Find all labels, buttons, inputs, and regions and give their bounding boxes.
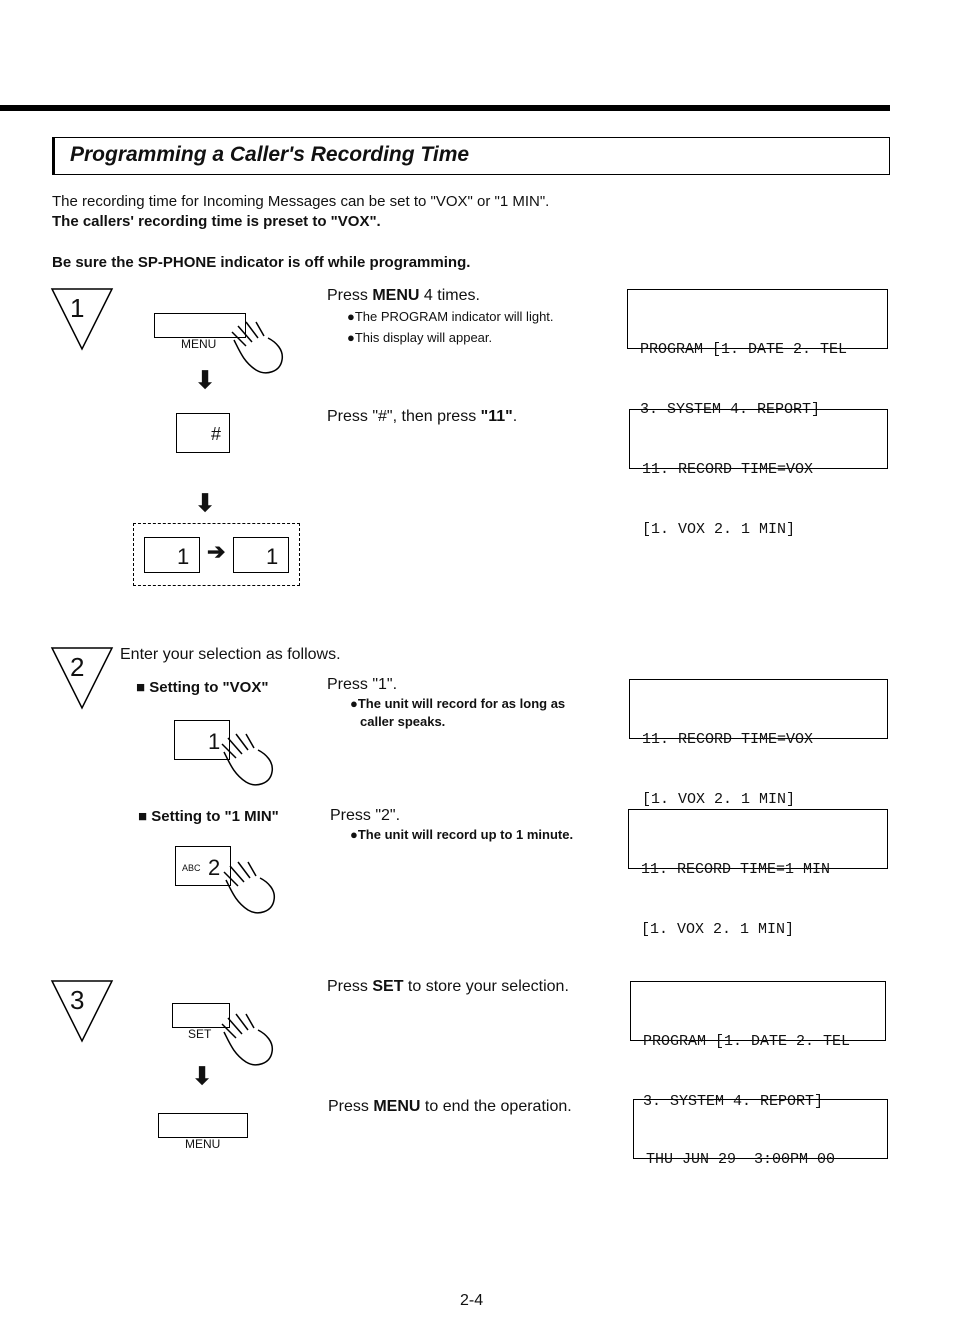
lcd-line-2: 3. SYSTEM 4. REPORT]: [643, 1093, 824, 1110]
step-1-bullet-indicator: ●The PROGRAM indicator will light.: [347, 309, 554, 324]
key-two-label: 2: [208, 855, 221, 880]
step-1-marker: [50, 287, 114, 351]
min-bullet: ●The unit will record up to 1 minute.: [350, 827, 574, 842]
lcd-line-2: 3. SYSTEM 4. REPORT]: [640, 401, 821, 418]
intro-line: The recording time for Incoming Messages can be set to "VOX" or "1 MIN".: [52, 193, 550, 210]
step-3-set-suffix: to store your selection.: [403, 978, 569, 995]
lcd-display-date: [633, 1099, 888, 1168]
key-one-label: 1: [177, 544, 190, 569]
lcd-display-record-time: [629, 409, 888, 538]
key-one-first[interactable]: [144, 537, 200, 573]
vox-bullet-1: ●The unit will record for as long as: [350, 696, 566, 711]
step-3-set-key: SET: [372, 978, 404, 995]
hash-key[interactable]: [176, 413, 230, 453]
lcd-display-vox: [629, 679, 888, 808]
intro-preset: The callers' recording time is preset to "VOX".: [52, 213, 381, 230]
down-arrow-icon: ⬇: [195, 367, 216, 394]
hash-key-label: #: [211, 424, 222, 444]
lcd-line-1: 11. RECORD TIME=VOX: [642, 461, 814, 478]
key-one-second[interactable]: [233, 537, 289, 573]
min-press: Press "2".: [330, 807, 401, 824]
menu-key-end-label: MENU: [185, 1137, 221, 1151]
step-3-end-key: MENU: [373, 1098, 421, 1115]
lcd-line-2: [1. VOX 2. 1 MIN]: [642, 521, 796, 538]
lcd-line-1: PROGRAM [1. DATE 2. TEL: [643, 1033, 851, 1050]
step-1-hash-prefix: Press "#", then press: [327, 408, 481, 425]
vox-press: Press "1".: [327, 676, 398, 693]
key-one-label: 1: [266, 544, 279, 569]
pointing-hand-icon: [218, 858, 278, 923]
down-arrow-icon: ⬇: [195, 490, 216, 517]
pointing-hand-icon: [226, 318, 286, 383]
lcd-line-1: THU JUN 29 3:00PM 00: [646, 1151, 836, 1168]
step-1-hash-num: "11": [480, 408, 513, 425]
step-1-hash-suffix: .: [512, 408, 518, 425]
pointing-hand-icon: [216, 730, 276, 795]
page-number: 2-4: [460, 1292, 484, 1309]
lcd-display-program-store: [630, 981, 886, 1110]
step-2-lead: Enter your selection as follows.: [120, 646, 341, 663]
step-3-marker: [50, 979, 114, 1043]
menu-key-end[interactable]: [158, 1113, 248, 1138]
lcd-line-2: [1. VOX 2. 1 MIN]: [641, 921, 795, 938]
lcd-line-1: 11. RECORD TIME=VOX: [642, 731, 814, 748]
vox-bullet-2: caller speaks.: [360, 714, 446, 729]
intro-note: Be sure the SP-PHONE indicator is off while programming.: [52, 254, 471, 271]
set-key-label: SET: [188, 1027, 212, 1041]
step-2-number: 2: [70, 652, 85, 682]
lcd-display-1min: [628, 809, 888, 938]
step-1-press-suffix: 4 times.: [419, 287, 480, 304]
step-2-marker: [50, 646, 114, 710]
page-title: Programming a Caller's Recording Time: [70, 143, 470, 166]
min-heading: ■ Setting to "1 MIN": [138, 808, 279, 825]
step-3-set-prefix: Press: [327, 978, 373, 995]
lcd-line-2: [1. VOX 2. 1 MIN]: [642, 791, 796, 808]
step-1-press-prefix: Press: [327, 287, 373, 304]
lcd-line-1: PROGRAM [1. DATE 2. TEL: [640, 341, 848, 358]
step-1-press-key: MENU: [372, 287, 420, 304]
menu-key-label: MENU: [181, 337, 217, 351]
step-1-bullet-display: ●This display will appear.: [347, 330, 493, 345]
lcd-display-program: [627, 289, 888, 418]
vox-heading: ■ Setting to "VOX": [136, 679, 269, 696]
key-two-letters: ABC: [182, 863, 201, 873]
step-1-number: 1: [70, 293, 85, 323]
step-3-end-suffix: to end the operation.: [420, 1098, 572, 1115]
pointing-hand-icon: [216, 1010, 276, 1075]
down-arrow-icon: ⬇: [192, 1063, 213, 1090]
step-3-end-prefix: Press: [328, 1098, 374, 1115]
key-one-label: 1: [208, 729, 221, 754]
right-arrow-icon: ➔: [207, 539, 226, 564]
lcd-line-1: 11. RECORD TIME=1 MIN: [641, 861, 831, 878]
step-3-number: 3: [70, 985, 85, 1015]
top-rule: [0, 105, 890, 111]
